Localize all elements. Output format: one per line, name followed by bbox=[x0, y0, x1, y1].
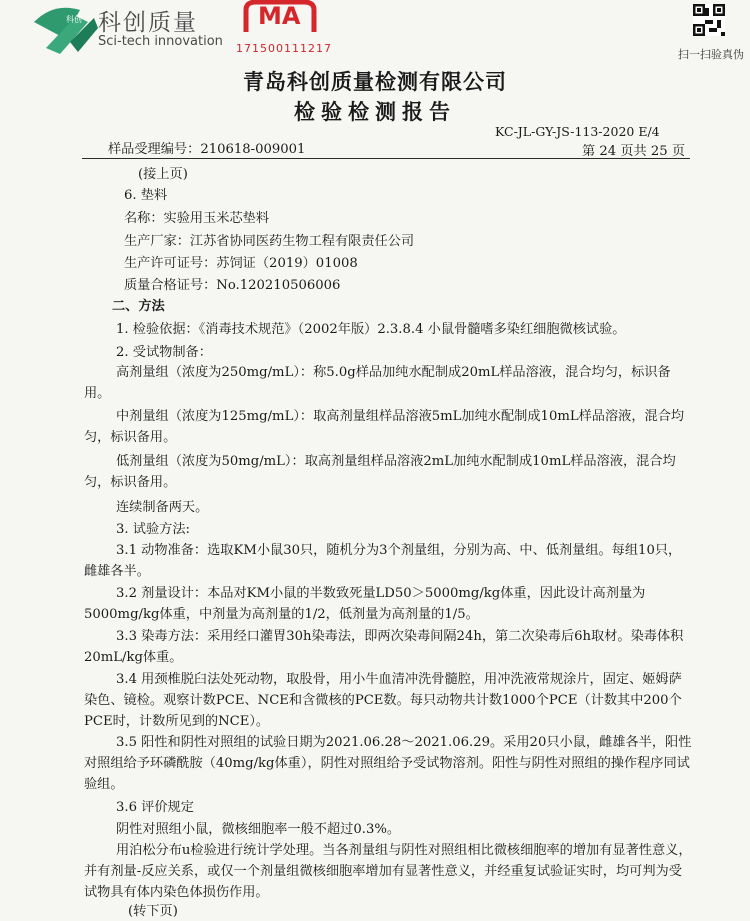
animal-preparation: 3.1 动物准备：选取KM小鼠30只，随机分为3个剂量组，分别为高、中、低剂量组。每组10只，雌雄各半。 bbox=[84, 543, 682, 579]
brand-name-cn: 科创质量 bbox=[98, 10, 198, 36]
exposure-method: 3.3 染毒方法：采用经口灌胃30h染毒法，即两次染毒间隔24h，第二次染毒后6h取材。染毒体积20mL/kg体重。 bbox=[84, 629, 684, 665]
logo-small-text: 科创 bbox=[66, 15, 82, 24]
bedding-manufacturer: 生产厂家：江苏省协同医药生物工程有限责任公司 bbox=[124, 234, 415, 249]
test-method-heading: 3. 试验方法: bbox=[116, 522, 190, 537]
header-divider bbox=[82, 158, 690, 159]
bedding-name: 名称：实验用玉米芯垫料 bbox=[124, 211, 270, 226]
slide-procedure: 3.4 用颈椎脱臼法处死动物，取股骨，用小牛血清冲洗骨髓腔，用冲洗液常规涂片，固定、姬姆萨染色、镜检。观察计数PCE、NCE和含微核的PCE数。每只动物共计数1000个PCE（计数其中200个PCE时，计数所见到的NCE）。 bbox=[84, 672, 682, 729]
negative-control-rule: 阴性对照组小鼠，微核细胞率一般不超过0.3%。 bbox=[116, 822, 401, 837]
doc-code: KC-JL-GY-JS-113-2020 E/4 bbox=[495, 124, 660, 139]
bedding-certificate: 质量合格证号：No.120210506006 bbox=[124, 278, 341, 293]
evaluation-heading: 3.6 评价规定 bbox=[116, 800, 194, 815]
bedding-license: 生产许可证号：苏饲证（2019）01008 bbox=[124, 256, 358, 271]
company-name: 青岛科创质量检测有限公司 bbox=[243, 69, 507, 94]
methods-heading: 二、方法 bbox=[112, 299, 165, 314]
cma-seal bbox=[240, 0, 320, 34]
qr-caption: 扫一扫验真伪 bbox=[678, 48, 744, 61]
control-groups: 3.5 阳性和阴性对照组的试验日期为2021.06.28～2021.06.29。采用20只小鼠，雌雄各半，阳性对照组给予环磷酰胺（40mg/kg体重），阴性对照组给予受试物溶剂。阳性与阴性对照组的操作程序同试验组。 bbox=[84, 735, 692, 792]
two-days-note: 连续制备两天。 bbox=[116, 500, 209, 515]
method-basis: 1. 检验依据：《消毒技术规范》（2002年版）2.3.8.4 小鼠骨髓嗜多染红细胞微核试验。 bbox=[116, 322, 626, 337]
sample-number: 210618-009001 bbox=[200, 142, 306, 157]
section-bedding-title: 6. 垫料 bbox=[124, 188, 168, 203]
low-dose-group: 低剂量组（浓度为50mg/mL）：取高剂量组样品溶液2mL加纯水配制成10mL样品溶液，混合均匀，标识备用。 bbox=[84, 454, 676, 490]
mid-dose-group: 中剂量组（浓度为125mg/mL）：取高剂量组样品溶液5mL加纯水配制成10mL样品溶液，混合均匀，标识备用。 bbox=[84, 409, 685, 445]
dose-design: 3.2 剂量设计：本品对KM小鼠的半数致死量LD50＞5000mg/kg体重，因此设计高剂量为5000mg/kg体重，中剂量为高剂量的1/2，低剂量为高剂量的1/5。 bbox=[84, 586, 646, 622]
qr-code bbox=[693, 4, 725, 36]
continued-from: (接上页) bbox=[138, 167, 188, 182]
page-info: 第 24 页共 25 页 bbox=[582, 144, 686, 159]
sample-number-label: 样品受理编号： bbox=[108, 142, 201, 157]
high-dose-group: 高剂量组（浓度为250mg/mL）：称5.0g样品加纯水配制成20mL样品溶液，混合均匀，标识备用。 bbox=[84, 365, 671, 401]
brand-name-en: Sci-tech innovation bbox=[98, 34, 223, 49]
continued-to: (转下页) bbox=[128, 904, 178, 919]
sample-prep-heading: 2. 受试物制备： bbox=[116, 345, 212, 360]
company-logo bbox=[30, 2, 100, 57]
cma-number: 171500111217 bbox=[236, 42, 332, 55]
cma-text: MA bbox=[258, 2, 301, 30]
report-title: 检验检测报告 bbox=[294, 99, 456, 124]
sample-number-row bbox=[108, 138, 305, 157]
statistics-rule: 用泊松分布u检验进行统计学处理。当各剂量组与阴性对照组相比微核细胞率的增加有显著性意义，并有剂量-反应关系，或仅一个剂量组微核细胞率增加有显著性意义，并经重复试验证实时，均可判为受试物具有体内染色体损伤作用。 bbox=[84, 843, 692, 900]
